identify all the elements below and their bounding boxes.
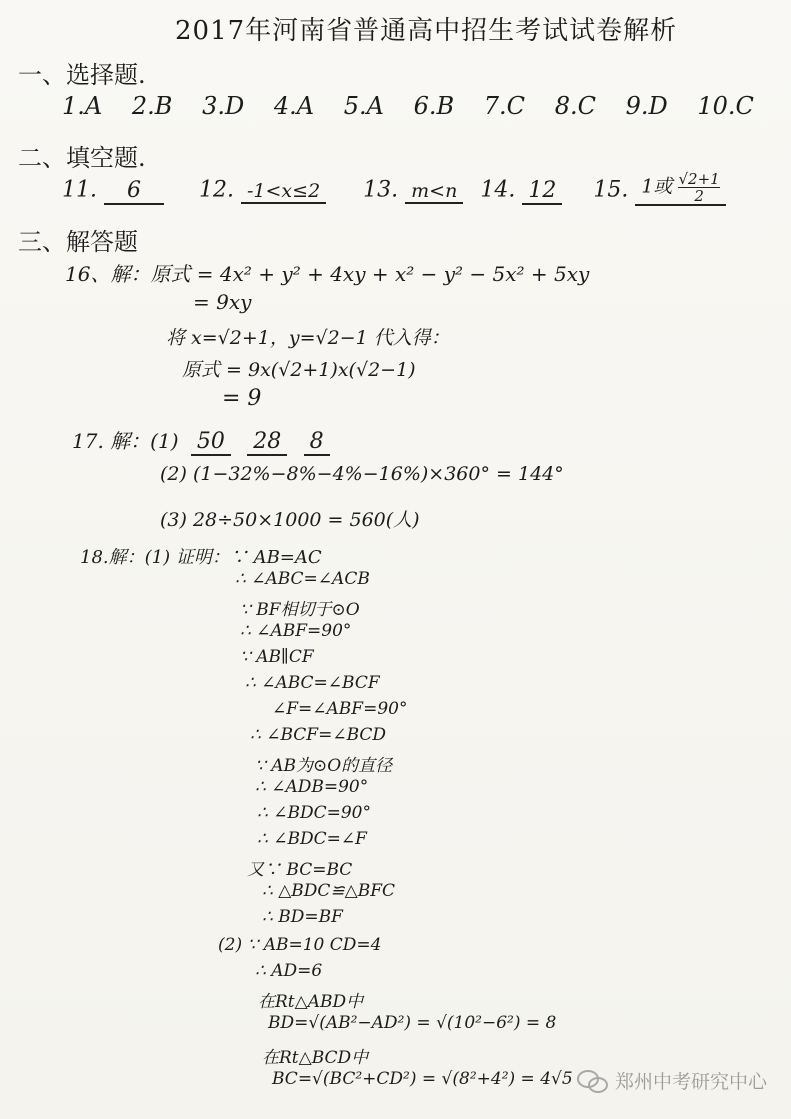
q18-part2-step: BD=√(AB²−AD²) = √(10²−6²) = 8 <box>268 1013 557 1033</box>
q18-step: ∴ ∠BDC=∠F <box>257 829 367 849</box>
q18-step: ∴ BD=BF <box>262 907 343 927</box>
q13-answer: m<n <box>405 180 463 204</box>
q18-step: ∴ ∠BCF=∠BCD <box>250 725 387 745</box>
section-choice-heading: 一、选择题. <box>18 61 146 89</box>
choice-answer: 10.C <box>697 92 754 120</box>
q18-part2-step: BC=√(BC²+CD²) = √(8²+4²) = 4√5 <box>272 1069 573 1089</box>
q17-line-3: (3) 28÷50×1000 = 560(人) <box>160 509 420 531</box>
q18-step: ∴ ∠BDC=90° <box>257 803 371 823</box>
q18-part2-step: ∴ AD=6 <box>255 961 323 981</box>
q18-step: ∵ AB为⊙O的直径 <box>255 756 393 776</box>
q18-step: 又∵ BC=BC <box>247 860 353 880</box>
q18-step: ∴ ∠ABC=∠ACB <box>235 569 370 589</box>
q17-answer-2: 28 <box>247 429 287 456</box>
q15-number: 15. <box>593 177 629 203</box>
q17-answer-3: 8 <box>304 429 330 456</box>
q13-number: 13. <box>363 177 399 203</box>
q18-step: ∠F=∠ABF=90° <box>272 699 408 719</box>
q12-number: 12. <box>199 177 234 203</box>
q18-step: ∵ BF相切于⊙O <box>240 600 360 620</box>
fill-answers-row <box>62 170 726 210</box>
choice-answer: 9.D <box>625 92 668 120</box>
q18-part2-step: 在Rt△ABD中 <box>258 992 364 1012</box>
q17-line-1 <box>72 425 330 456</box>
choice-answer: 5.A <box>343 92 384 120</box>
q14-answer: 12 <box>522 178 562 205</box>
q14-number: 14. <box>480 177 516 203</box>
q16-line-2: = 9xy <box>193 290 252 314</box>
q18-step: ∵ AB∥CF <box>240 647 314 667</box>
q18-step: ∴ ∠ABC=∠BCF <box>245 673 380 693</box>
choice-answer: 6.B <box>413 92 455 120</box>
q18-part2-head: (2) ∵ AB=10 CD=4 <box>218 935 382 955</box>
choice-answer: 1.A <box>62 92 103 120</box>
q17-head: 17. 解：(1) <box>72 429 179 453</box>
choice-answer: 3.D <box>202 92 245 120</box>
q17-answer-1: 50 <box>191 429 231 456</box>
q16-line-4: 原式 = 9x(√2+1)x(√2−1) <box>182 359 416 381</box>
q15-numerator: √2+1 <box>678 170 720 188</box>
q18-part2-step: 在Rt△BCD中 <box>262 1048 369 1068</box>
q18-head: 18.解：(1) 证明：∵ AB=AC <box>80 547 322 568</box>
q18-step: ∴ ∠ABF=90° <box>240 621 352 641</box>
page-title: 2017年河南省普通高中招生考试试卷解析 <box>175 16 678 46</box>
q16-line-5: = 9 <box>222 386 262 411</box>
q17-line-2: (2) (1−32%−8%−4%−16%)×360° = 144° <box>160 463 564 485</box>
choice-answer: 2.B <box>131 92 173 120</box>
choice-answer: 7.C <box>483 92 526 120</box>
choice-answer: 8.C <box>554 92 596 120</box>
q15-answer <box>635 171 725 206</box>
q11-answer: 6 <box>104 178 164 205</box>
q15-denominator: 2 <box>694 187 704 205</box>
q18-step: ∴ △BDC≌△BFC <box>262 881 396 901</box>
q11-number: 11. <box>62 177 97 203</box>
q16-line-1: 16、解：原式 = 4x² + y² + 4xy + x² − y² − 5x² + 5xy <box>65 262 590 286</box>
section-fill-heading: 二、填空题. <box>18 144 146 172</box>
watermark-text: 郑州中考研究中心 <box>614 1070 767 1093</box>
choice-answers-row <box>62 92 754 120</box>
q15-fraction <box>678 171 719 204</box>
q15-answer-prefix: 1或 <box>641 175 673 198</box>
q18-step: ∴ ∠ADB=90° <box>255 777 369 797</box>
watermark <box>577 1060 767 1100</box>
q16-line-3: 将 x=√2+1，y=√2−1 代入得： <box>166 327 450 349</box>
wechat-icon <box>577 1068 607 1092</box>
q12-answer: -1<x≤2 <box>241 180 326 204</box>
choice-answer: 4.A <box>273 92 315 120</box>
section-answer-heading: 三、解答题 <box>18 228 138 256</box>
